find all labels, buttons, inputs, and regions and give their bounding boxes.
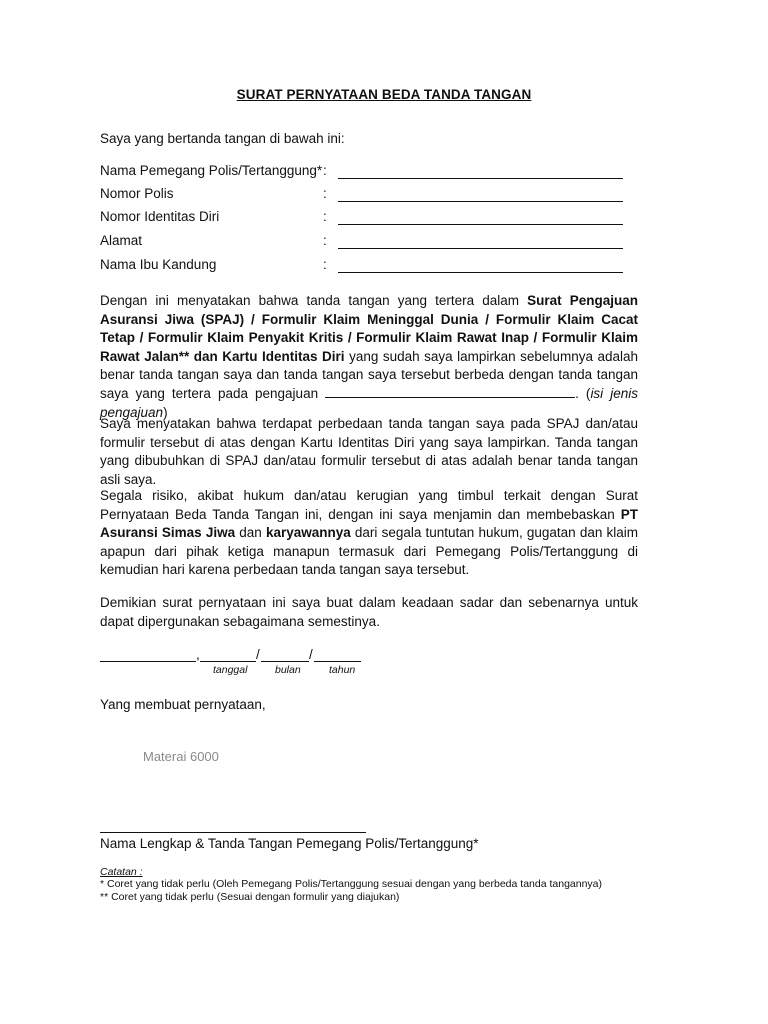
intro-text: Saya yang bertanda tangan di bawah ini: xyxy=(100,131,345,146)
day-label: tanggal xyxy=(213,664,248,676)
field-label: Nama Pemegang Polis/Tertanggung* xyxy=(100,163,323,178)
date-slash: / xyxy=(309,647,313,662)
field-mother-name xyxy=(100,257,623,275)
statement-paragraph-2: Saya menyatakan bahwa terdapat perbedaan tanda tangan saya pada SPAJ dan/atau formulir tersebut di atas dengan Kartu Identitas Diri yang saya lampirkan. Tanda tangan yang dibubuhkan di SPAJ dan/atau formulir tersebut di atas adalah benar tanda tangan asli saya. xyxy=(100,416,638,487)
para-text: dari segala tuntutan hukum, gugatan dan klaim apapun dari pihak ketiga manapun termasuk dari Pemegang Polis/Tertanggung di kemudian hari karena perbedaan tanda tangan saya tersebut. xyxy=(100,525,638,578)
para-text: Segala risiko, akibat hukum dan/atau kerugian yang timbul terkait dengan Surat Pernyataan Beda Tanda Tangan ini, dengan ini saya menjamin dan membebaskan xyxy=(100,488,638,522)
date-comma: , xyxy=(196,647,200,662)
para-text: . ( xyxy=(575,385,591,401)
para-text: ) xyxy=(163,404,168,420)
signature-label: Nama Lengkap & Tanda Tangan Pemegang Polis/Tertanggung* xyxy=(100,836,479,851)
stamp-placeholder: Materai 6000 xyxy=(143,749,219,764)
day-blank[interactable] xyxy=(200,661,256,662)
field-colon: : xyxy=(323,163,327,178)
para-italic-hint: isi jenis pengajuan xyxy=(100,385,638,420)
field-address xyxy=(100,233,623,251)
submission-type-blank[interactable] xyxy=(325,385,575,398)
para-bold-forms: Surat Pengajuan Asuransi Jiwa (SPAJ) / Formulir Klaim Meninggal Dunia / Formulir Klaim Cacat Tetap / Formulir Klaim Penyakit Kritis / Formulir Klaim Rawat Inap / Formulir Klaim Rawat Jalan** dan Kartu Identitas Diri xyxy=(100,293,638,364)
field-label: Nomor Polis xyxy=(100,186,174,201)
field-input-line[interactable] xyxy=(338,272,623,273)
field-input-line[interactable] xyxy=(338,201,623,202)
year-blank[interactable] xyxy=(314,661,361,662)
date-line xyxy=(100,647,370,663)
notes-title: Catatan : xyxy=(100,866,143,878)
year-label: tahun xyxy=(329,664,356,676)
field-input-line[interactable] xyxy=(338,224,623,225)
statement-paragraph-4: Demikian surat pernyataan ini saya buat dalam keadaan sadar dan sebenarnya untuk dapat dipergunakan sebagaimana semestinya. xyxy=(100,595,638,629)
para-bold-company: PT Asuransi Simas Jiwa xyxy=(100,506,638,541)
signature-line[interactable] xyxy=(100,832,366,833)
month-label: bulan xyxy=(275,664,301,676)
field-identity-number xyxy=(100,209,623,227)
field-label: Nama Ibu Kandung xyxy=(100,257,217,272)
para-bold-employees: karyawannya xyxy=(265,525,351,541)
para-text: dan xyxy=(235,525,266,541)
field-colon: : xyxy=(323,257,327,272)
month-blank[interactable] xyxy=(261,661,309,662)
field-colon: : xyxy=(323,209,327,224)
field-input-line[interactable] xyxy=(338,248,623,249)
field-input-line[interactable] xyxy=(338,178,623,179)
field-label: Alamat xyxy=(100,233,143,248)
document-title: SURAT PERNYATAAN BEDA TANDA TANGAN xyxy=(236,87,532,102)
statement-paragraph-1 xyxy=(100,292,638,422)
place-blank[interactable] xyxy=(100,661,196,662)
field-policy-number xyxy=(100,186,623,204)
para-text: yang sudah saya lampirkan sebelumnya adalah benar tanda tangan saya dan tanda tangan saya tersebut berbeda dengan tanda tangan saya yang tertera pada pengajuan xyxy=(100,348,638,401)
date-slash: / xyxy=(256,647,260,662)
note-item: * Coret yang tidak perlu (Oleh Pemegang Polis/Tertanggung sesuai dengan yang berbeda tanda tangannya) xyxy=(100,878,603,890)
para-text: Dengan ini menyatakan bahwa tanda tangan yang tertera dalam xyxy=(100,293,528,308)
statement-paragraph-3 xyxy=(100,487,638,580)
field-colon: : xyxy=(323,233,327,248)
closing-text: Yang membuat pernyataan, xyxy=(100,697,266,712)
field-label: Nomor Identitas Diri xyxy=(100,209,220,224)
field-policy-holder-name xyxy=(100,163,623,181)
field-colon: : xyxy=(323,186,327,201)
note-item: ** Coret yang tidak perlu (Sesuai dengan formulir yang diajukan) xyxy=(100,891,400,903)
